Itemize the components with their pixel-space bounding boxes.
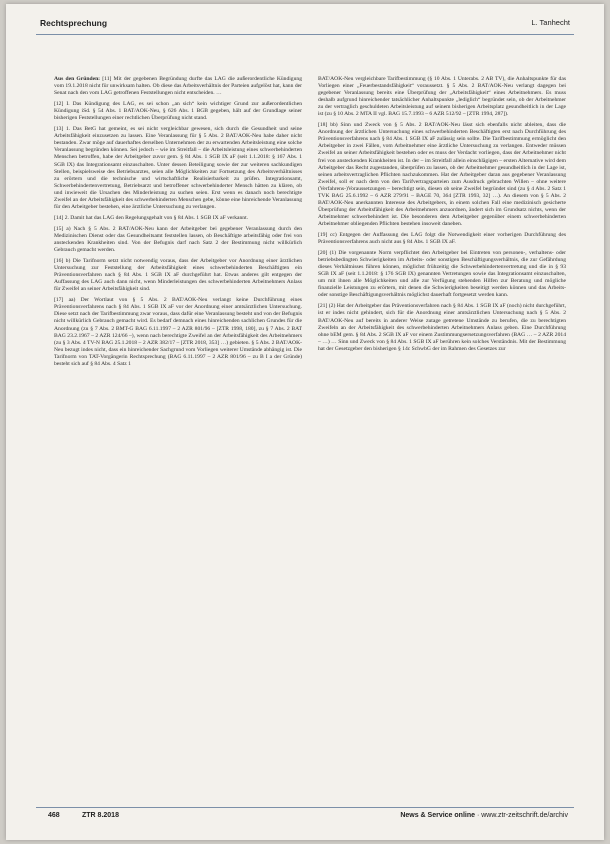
paragraph — [54, 226, 302, 254]
paragraph-text: [16] b) Die Tarifnorm setzt nicht notwendig voraus, dass der Arbeitgeber vor Anordnung einer ärztlichen Untersuchung zur Feststellung der Arbeitsfähigkeit eines schwerbehinderten Beschäftigten ein Präventionsverfahren nach § 84 Abs. 1 SGB IX aF durchgeführt hat. Etwas anderes gilt entgegen der Auffassung des LAG auch dann nicht, wenn Minderleistungen des schwerbehinderten Arbeitnehmers Anlass für Zweifel an seiner Arbeitsfähigkeit sind. — [54, 258, 302, 293]
paragraph-text: [19] cc) Entgegen der Auffassung des LAG folgt die Notwendigkeit einer vorherigen Durchführung des Präventionsverfahrens auch nicht aus § 84 Abs. 1 SGB IX aF. — [318, 231, 566, 246]
paragraph — [54, 101, 302, 122]
paragraph — [54, 297, 302, 367]
paragraph — [318, 250, 566, 299]
footer-rule — [36, 807, 574, 808]
paragraph-text: [18] bb) Sinn und Zweck von § 5 Abs. 2 BAT/AOK-Neu lässt sich ebenfalls nicht ableiten, dass die Anordnung der ärztlichen Untersuchung eines schwerbehinderten Beschäftigten erst nach Durchführung des Präventionsverfahrens nach § 84 Abs. 1 SGB IX aF zulässig sein sollte. Die Tarifbestimmung ermöglicht den Arbeitgeber in zwei Fällen, vom Arbeitnehmer eine ärztliche Untersuchung zu verlangen. Entweder müssen Zweifel an seiner Arbeitsfähigkeit bestehen oder es muss der Verdacht vorliegen, dass der Arbeitnehmer nicht frei von ansteckenden Krankheiten ist. In der – im Streitfall allein einschlägigen – ersten Alternative wird dem Arbeitgeber das Recht zugestanden, überprüfen zu lassen, ob der Arbeitnehmer gesundheitlich in der Lage ist, seinen arbeitsvertraglichen Pflichten nachzukommen. Hat der Arbeitgeber daran aus gegebener Veranlassung Zweifel, soll er nach dem von den Tarifvertragsparteien zum Ausdruck gebrachten Willen – ohne weitere (Verfahrens-)Voraussetzungen – berechtigt sein, diesen ob seine Zweifel begründet sind (zu § 4 Abs. 2 Satz 1 TVK BAG 25.6.1992 – 6 AZR 279/91 – BAGE 70, 364 [ZTR 1993, 32] …). An diesem von § 5 Abs. 2 BAT/AOK-Neu anerkannten Interesse des Arbeitgebers, in einem solchen Fall eine medizinisch gesicherte Überprüfung der Arbeitsfähigkeit des Arbeitnehmers anzuordnen, ändert sich im Grundsatz nichts, wenn der Arbeitnehmer schwerbehindert ist. Die besonderen dem Arbeitgeber gegenüber einem schwerbehinderten Arbeitnehmer obliegenden Pflichten bestehen insoweit daneben. — [318, 122, 566, 227]
paragraph-text: [20] (1) Die vorgenannte Norm verpflichtet den Arbeitgeber bei Eintreten von personen-, verhaltens- oder betriebsbedingten Schwierigkeiten im Arbeits- oder sonstigen Beschäftigungsverhältnis, die zur Gefährdung dieses Verhältnisses führen können, möglichst frühzeitig die Schwerbehindertenvertretung und die in § 93 SGB IX aF (seit 1.1.2018: § 176 SGB IX) genannten Vertretungen sowie das Integrationsamt einzuschalten, um mit ihnen alle Möglichkeiten und alle zur Verfügung stehenden Hilfen zur Beratung und mögliche finanzielle Leistungen zu erörtern, mit denen die Schwierigkeiten beseitigt werden können und das Arbeits- oder sonstige Beschäftigungsverhältnis möglichst dauerhaft fortgesetzt werden kann. — [318, 250, 566, 299]
paragraph-text: [21] (2) Hat der Arbeitgeber das Präventionsverfahren nach § 84 Abs. 1 SGB IX aF (noch) nicht durchgeführt, ist er indes nicht gehindert, sich für die Anordnung einer amtsärztlichen Untersuchung nach § 5 Abs. 2 BAT/AOK-Neu auf bereits in anderer Weise zutage getretene Umstände zu berufen, die zu berechtigten Zweifeln an der Arbeitsfähigkeit des schwerbehinderten Arbeitnehmers Anlass geben. Eine Durchführung ohne bEM gem. § 84 Abs. 2 SGB IX aF vor einem Zustimmungsersetzungsverfahren (BAG … – 2 AZR 2014 – …) … Sinn und Zweck von § 84 Abs. 1 SGB IX aF berühren kein solches Verständnis. Mit der Bestimmung hat der Gesetzgeber den bisherigen § 14c SchwbG der im Rahmen des Gesetzes zur — [318, 303, 566, 352]
paragraph — [54, 76, 302, 97]
right-column — [318, 76, 566, 357]
left-column — [54, 76, 302, 372]
section-title: Rechtsprechung — [40, 18, 108, 28]
service-label: News & Service online — [400, 812, 476, 819]
paragraph-lead: Aus den Gründen: — [54, 76, 101, 82]
page-number: 468 — [48, 812, 60, 819]
paragraph-text: [12] I. Das Kündigung des LAG, es sei schon „an sich“ kein wichtiger Grund zur außerordentlichen Kündigung iSd. § 54 Abs. 1 BAT/AOK-Neu, § 626 Abs. 1 BGB gegeben, hält auf der Grundlage seiner bisherigen Feststellungen einer rechtlichen Überprüfung nicht stand. — [54, 101, 302, 122]
paragraph — [318, 76, 566, 118]
paragraph — [54, 126, 302, 211]
paragraph — [318, 122, 566, 228]
running-footer — [36, 812, 574, 824]
paragraph — [54, 215, 302, 222]
journal-issue: ZTR 8.2018 — [82, 812, 119, 819]
paragraph — [54, 258, 302, 293]
paragraph — [318, 303, 566, 352]
paragraph-text: [14] 2. Damit hat das LAG den Regelungsgehalt von § 84 Abs. 1 SGB IX aF verkannt. — [54, 214, 249, 221]
service-line: News & Service online · www.ztr-zeitschrift.de/archiv — [400, 812, 568, 819]
header-author: L. Tanhecht — [531, 18, 570, 27]
service-url[interactable]: www.ztr-zeitschrift.de/archiv — [481, 812, 568, 819]
paragraph-text: [13] 1. Das BetG hat gemeint, es sei nicht vergleichbar gewesen, sich durch die Gesundheit und seine Arbeitsfähigkeit einzusetzen zu lassen. Eine Veranlassung für § 5 Abs. 2 BAT/AOK-Neu habe daher nicht bestanden. Zwar möge auf dauerhaftes derselben Unternehmen der zu erwartenden Arbeitsleistung eine solche Veranlassung begründen können. Sei jedoch – wie im Streitfall – die Arbeitsleistung eines schwerbehinderten Menschen betroffen, habe der Arbeitgeber zuvor gem. § 84 Abs. 1 SGB IX aF (seit 1.1.2018: § 167 Abs. 1 SGB IX) das Integrationsamt einzuschalten. Unter dessen Beteiligung sowie der zur weiteren sachkundigen Stellen, beispielsweise des Betriebsarztes, seien alle Möglichkeiten zur Fortsetzung des Arbeitsverhältnisses zu erörtern und die technische und wirtschaftliche Realisierbarkeit zu prüfen. Integrationsamt, Schwerbehindertenvertretung, Betriebsarzt und betroffener schwerbehinderter Mensch hätten zu klären, ob und inwieweit die Ursachen des Minderleistung zu suchen seien. Erst wenn es danach noch berechtigte Zweifel an der Arbeitsfähigkeit des schwerbehinderten Menschen gebe, könne eine hinreichende Veranlassung für den Arbeitgeber bestehen, eine ärztliche Untersuchung zu verlangen. — [54, 126, 302, 210]
paragraph-text: [15] a) Nach § 5 Abs. 2 BAT/AOK-Neu kann der Arbeitgeber bei gegebener Veranlassung durch den Medizinischen Dienst oder das Gesundheitsamt feststellen lassen, ob Beschäftigte arbeitsfähig oder frei von ansteckenden Krankheiten sind. Von der Befugnis darf nach Satz 2 der Bestimmung nicht willkürlich Gebrauch gemacht werden. — [54, 225, 302, 254]
paragraph — [318, 232, 566, 246]
document-page — [6, 4, 604, 840]
header-rule — [36, 34, 574, 35]
paragraph-text: [11] Mit der gegebenen Begründung durfte das LAG die außerordentliche Kündigung vom 19.1.2018 nicht für unwirksam halten. Ob diese das Arbeitsverhältnis der Parteien aufgelöst hat, kann der Senat nach den vom LAG getroffenen Feststellungen nicht entscheiden. … — [54, 76, 302, 97]
paragraph-text: BAT/AOK-Neu vergleichbare Tarifbestimmung (§ 10 Abs. 1 Unterabs. 2 AB TV), die Anhaltspunkte für das Vorliegen einer „Feuerbestandsfähigkeit“ voraussetzt. § 5 Abs. 2 BAT/AOK-Neu verlangt dagegen bei gegebener Veranlassung bereits eine Überprüfung der „Arbeitsfähigkeit“ eines Arbeitnehmers. Es muss deshalb aufgrund hinreichender tatsächlicher Anhaltspunkte „lediglich“ begründet sein, ob der Arbeitnehmer zu der vertraglich geschuldeten Arbeitsleistung auf seinem bisherigen Arbeitsplatz gesundheitlich in der Lage ist (zu § 10 Abs. 2 MTA II vgl. BAG 15.7.1993 – 6 AZR 512/92 – [ZTR 1994, 287]). — [318, 76, 566, 118]
running-header — [36, 18, 574, 32]
paragraph-text: [17] aa) Der Wortlaut von § 5 Abs. 2 BAT/AOK-Neu verlangt keine Durchführung eines Präventionsverfahrens nach § 84 Abs. 1 SGB IX aF vor der Anordnung einer amtsärztlichen Untersuchung. Diese setzt nach der Tarifbestimmung zwar voraus, dass dafür eine Veranlassung besteht und von der Befugnis nicht willkürlich Gebrauch gemacht wird. Es bedarf demnach eines hinreichenden sachlichen Grundes für die Anordnung (zu § 7 Abs. 2 BMT-G BAG 6.11.1997 – 2 AZR 801/96 – [ZTR 1998, 180], zu § 7 Abs. 2 BAT BAG 23.2.1967 – 2 AZR 124/66 –), wenn nach berechtigte Zweifel an der Arbeitsfähigkeit des Arbeitnehmers (zu § 3 Abs. 4 TV-N BAG 25.1.2018 – 2 AZR 382/17 – [ZTR 2018, 353] …) gebieten. § 5 Abs. 2 BAT/AOK-Neu bezugt indes nicht, dass ein hinreichender Sachgrund vom Vorliegen weiterer Umstände abhängig ist. Die Tarifnorm von TAT-Vorgängerin Rechtsprechung (BAG 6.11.1997 – 2 AZR 801/96 – zu B I a der Gründe) besteht sich auf § 84 Abs. 4 Satz 1 — [54, 297, 302, 367]
